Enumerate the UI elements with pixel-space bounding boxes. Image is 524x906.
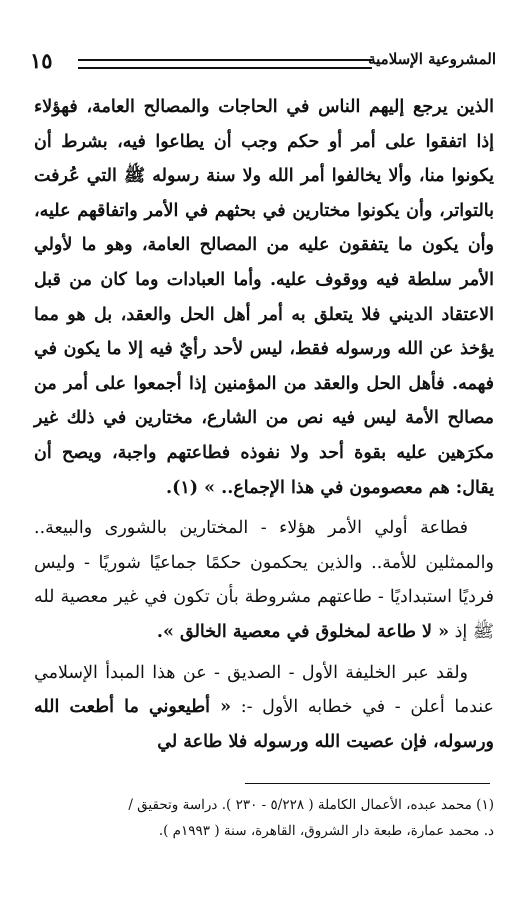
paragraph-2-text: فطاعة أولي الأمر هؤلاء - المختارين بالشورى والبيعة.. والممثلين للأمة.. والذين يحكمون حكمًا جماعيًا شوريًا - وليس فرديًا استبداديًا - طاعتهم مشروطة بأن تكون في غير معصية لله ﷺ إذ [34, 518, 494, 642]
footnote-separator [245, 783, 490, 784]
paragraph-2-quote: « لا طاعة لمخلوق في معصية الخالق ». [156, 621, 450, 642]
page-number: ١٥ [30, 48, 53, 73]
footnote-line-1: (١) محمد عبده، الأعمال الكاملة ( ٥/٢٢٨ - ٢٣٠ ). دراسة وتحقيق / [128, 797, 494, 813]
page-header [30, 48, 496, 78]
header-double-rule [78, 59, 372, 69]
footnote [34, 792, 494, 844]
paragraph-1 [34, 90, 494, 505]
paragraph-3-text: ولقد عبر الخليفة الأول - الصديق - عن هذا المبدأ الإسلامي عندما أعلن - في خطابه الأول -: [34, 662, 494, 718]
footnote-line-2: د. محمد عمارة، طبعة دار الشروق، القاهرة، سنة ( ١٩٩٣م ). [158, 823, 494, 839]
paragraph-2 [34, 511, 494, 649]
paragraph-3 [34, 656, 494, 760]
body-text [34, 90, 494, 759]
paragraph-1-text: الذين يرجع إليهم الناس في الحاجات والمصالح العامة، فهؤلاء إذا اتفقوا على أمر أو حكم وجب أن يطاعوا فيه، بشرط أن يكونوا منا، وألا يخالفوا أمر الله ولا سنة رسوله ﷺ التي عُرفت بالتواتر، وأن يكونوا مختارين في بحثهم في الأمر واتفاقهم عليه، وأن يكون ما يتفقون عليه من المصالح العامة، وهو ما لأولي الأمر سلطة فيه ووقوف عليه. وأما العبادات وما كان من قبل الاعتقاد الديني فلا يتعلق به أمر أهل الحل والعقد، بل هو مما يؤخذ عن الله ورسوله فقط، ليس لأحد رأيٌ فيه إلا ما يكون في فهمه. فأهل الحل والعقد من المؤمنين إذا أجمعوا على أمر من مصالح الأمة ليس فيه نص من الشارع، مختارين في ذلك غير مكرَهين عليه بقوة أحد ولا نفوذه فطاعتهم واجبة، ويصح أن يقال: هم معصومون في هذا الإجماع.. » (١). [34, 97, 494, 498]
paragraph-3-quote: « أطيعوني ما أطعت الله ورسوله، فإن عصيت الله ورسوله فلا طاعة لي [34, 697, 494, 752]
running-title: المشروعية الإسلامية [368, 50, 496, 68]
